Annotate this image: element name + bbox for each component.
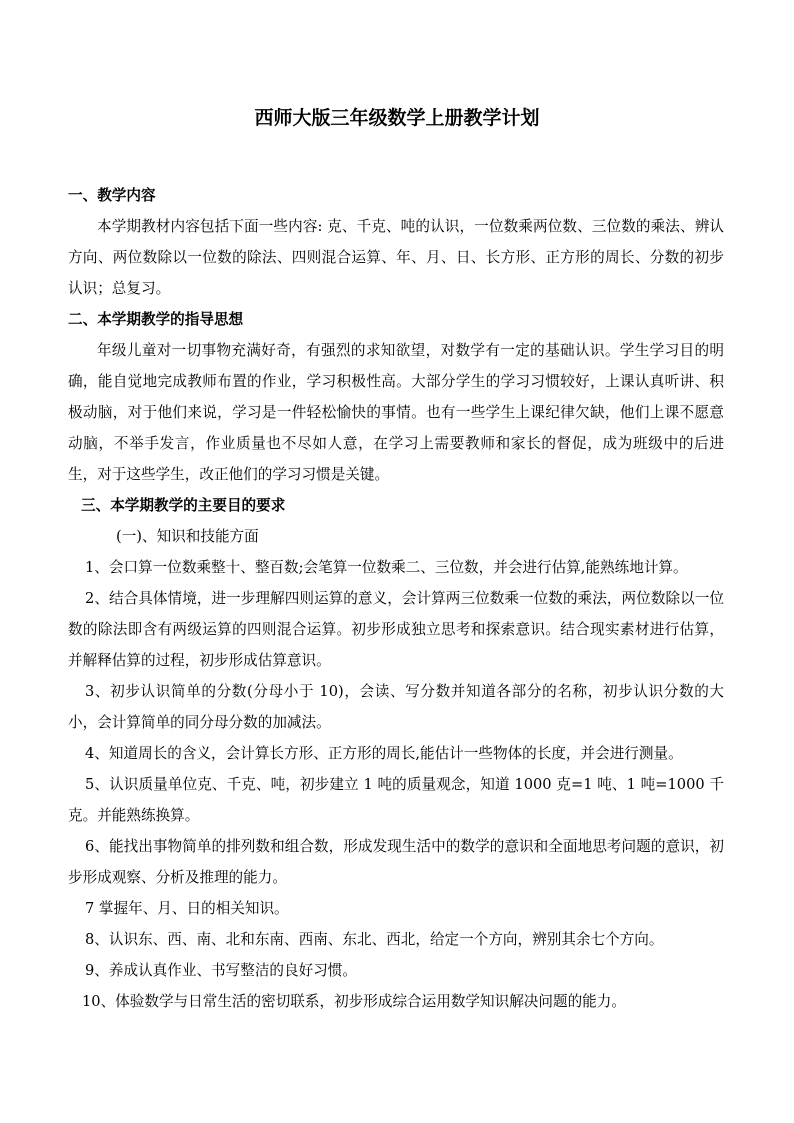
document-title: 西师大版三年级数学上册教学计划 (254, 107, 540, 129)
goal-item: 3、初步认识简单的分数(分母小于 10)，会读、写分数并知道各部分的名称，初步认识分数的大小，会计算简单的同分母分数的加减法。 (68, 683, 724, 731)
goal-item: 6、能找出事物简单的排列数和组合数，形成发现生活中的数学的意识和全面地思考问题的意识，初步形成观察、分析及推理的能力。 (68, 838, 724, 886)
goal-item: 9、养成认真作业、书写整洁的良好习惯。 (85, 962, 357, 979)
subheading-knowledge-skills: (一)、知识和技能方面 (116, 528, 259, 545)
goal-item: 4、知道周长的含义，会计算长方形、正方形的周长,能估计一些物体的长度，并会进行测量。 (85, 745, 683, 762)
document-body (68, 180, 724, 1017)
section-heading-teaching-content: 一、教学内容 (68, 187, 156, 204)
goal-item: 1、会口算一位数乘整十、整百数;会笔算一位数乘二、三位数，并会进行估算,能熟练地计算。 (85, 559, 688, 576)
section-heading-guiding-ideology: 二、本学期教学的指导思想 (68, 311, 244, 328)
goal-item: 10、体验数学与日常生活的密切联系，初步形成综合运用数学知识解决问题的能力。 (82, 993, 626, 1010)
goal-item: 8、认识东、西、南、北和东南、西南、东北、西北，给定一个方向，辨别其余七个方向。 (85, 931, 664, 948)
goal-item: 5、认识质量单位克、千克、吨，初步建立 1 吨的质量观念，知道 1000 克=1 吨、1 吨=1000 千克。并能熟练换算。 (68, 776, 724, 824)
section-heading-teaching-goals: 三、本学期教学的主要目的要求 (81, 497, 286, 514)
paragraph-guiding-ideology: 年级儿童对一切事物充满好奇，有强烈的求知欲望，对数学有一定的基础认识。学生学习目的明确，能自觉地完成教师布置的作业，学习积极性高。大部分学生的学习习惯较好，上课认真听讲、积极动脑，对于他们来说，学习是一件轻松愉快的事情。也有一些学生上课纪律欠缺，他们上课不愿意动脑，不举手发言，作业质量也不尽如人意，在学习上需要教师和家长的督促，成为班级中的后进生，对于这些学生，改正他们的学习习惯是关键。 (68, 342, 724, 483)
goal-item: 2、结合具体情境，进一步理解四则运算的意义，会计算两三位数乘一位数的乘法，两位数除以一位数的除法即含有两级运算的四则混合运算。初步形成独立思考和探索意识。结合现实素材进行估算，并解释估算的过程，初步形成估算意识。 (68, 590, 724, 669)
goal-item: 7 掌握年、月、日的相关知识。 (85, 900, 289, 917)
paragraph-teaching-content: 本学期教材内容包括下面一些内容: 克、千克、吨的认识，一位数乘两位数、三位数的乘法、辨认方向、两位数除以一位数的除法、四则混合运算、年、月、日、长方形、正方形的周长、分数的初步认识；总复习。 (68, 218, 724, 297)
